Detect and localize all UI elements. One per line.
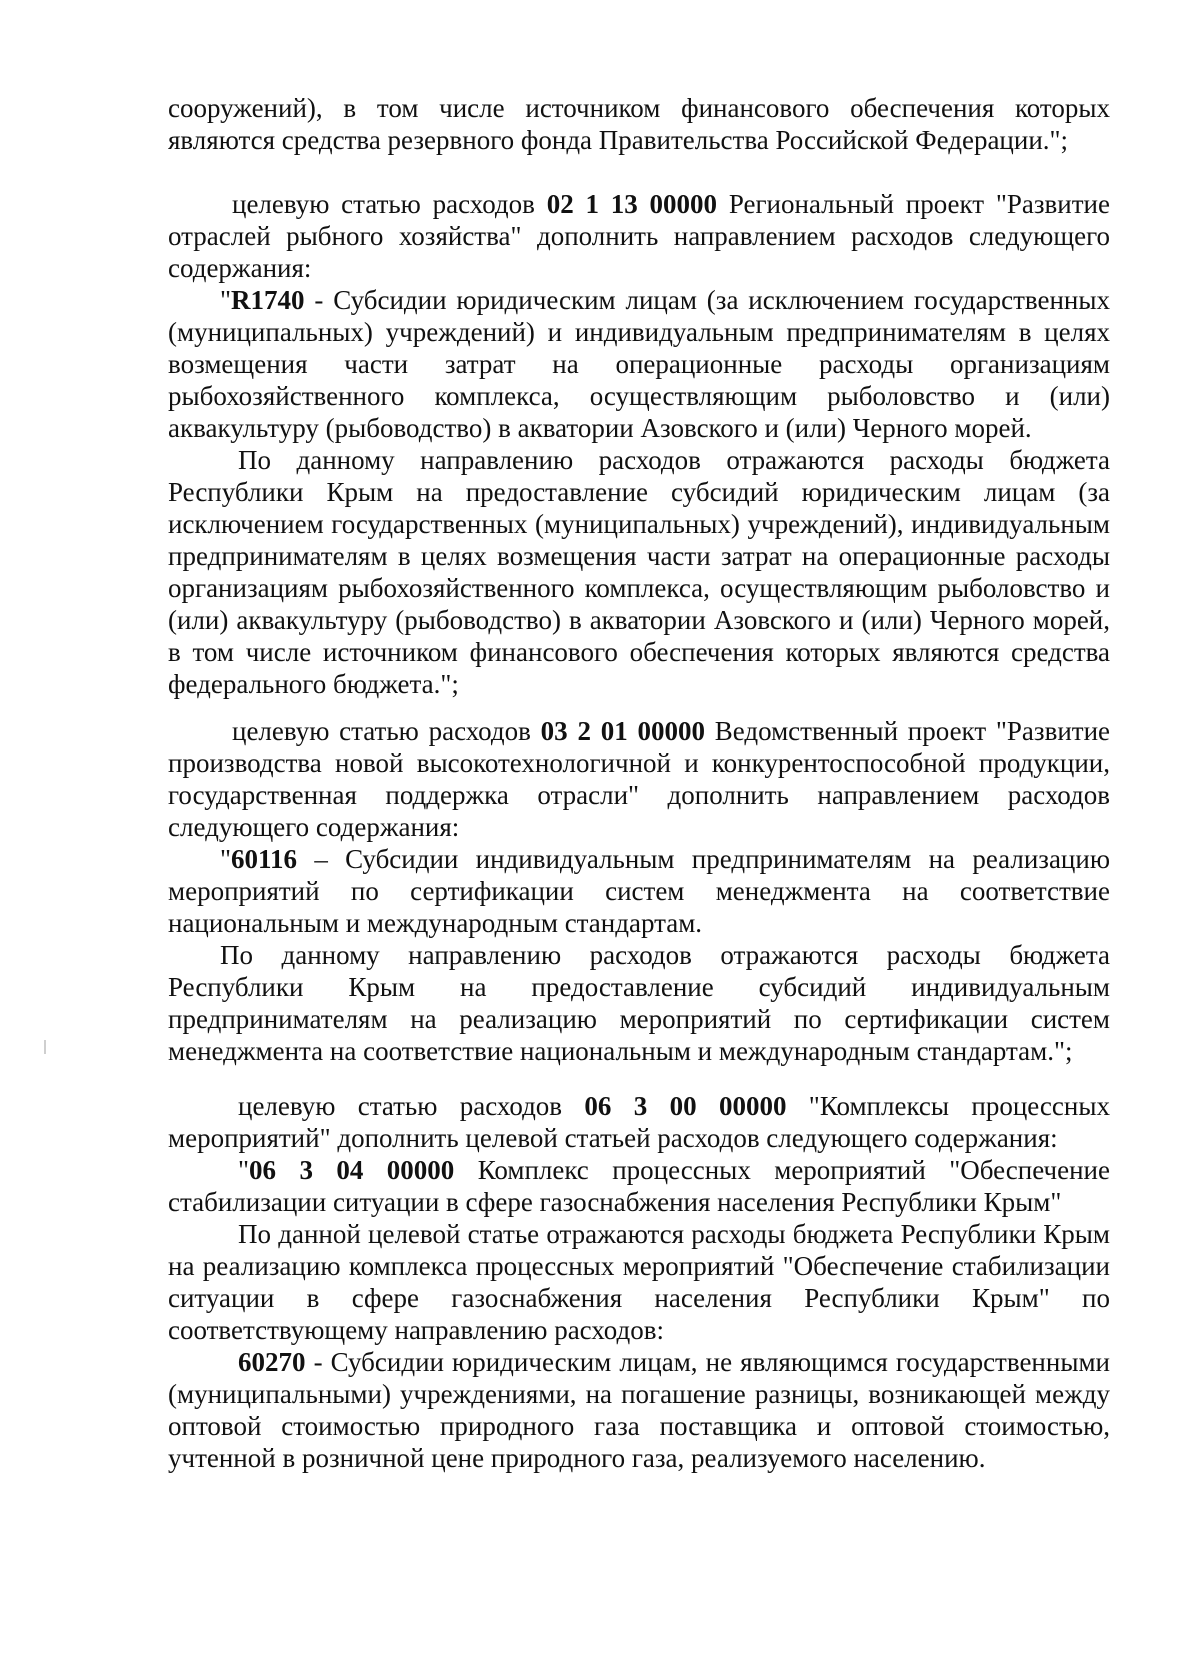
fish-intro-prefix: целевую статью расходов [232,189,547,219]
fish-description-paragraph: По данному направлению расходов отражаются расходы бюджета Республики Крым на предоставление субсидий юридическим лицам (за исключением государственных (муниципальных) учреждений), индивидуальным предпринимателям в целях возмещения части затрат на операционные расходы организациям рыбохозяйственного комплекса, осуществляющим рыболовство и (или) аквакультуру (рыбоводство) в акватории Азовского и (или) Черного морей, в том числе источником финансового обеспечения которых являются средства федерального бюджета."; [168,445,1110,699]
intro-paragraph: сооружений), в том числе источником финансового обеспечения которых являются средства резервного фонда Правительства Российской Федерации."; [168,93,1110,155]
gas-intro-suffix: "Комплексы процессных мероприятий" дополнить целевой статьей расходов следующего содержания: [168,1091,1110,1153]
gas-description-paragraph: По данной целевой статье отражаются расходы бюджета Республики Крым на реализацию комплекса процессных мероприятий "Обеспечение стабилизации ситуации в сфере газоснабжения населения Республики Крым" по соответствующему направлению расходов: [168,1219,1110,1345]
production-intro-prefix: целевую статью расходов [232,716,541,746]
margin-mark [44,1040,46,1054]
gas-direction-paragraph [168,1346,1110,1474]
production-item-text: – Субсидии индивидуальным предпринимателям на реализацию мероприятий по сертификации систем менеджмента на соответствие национальным и международным стандартам. [168,844,1110,938]
production-intro-paragraph [168,715,1110,843]
gas-item-text: Комплекс процессных мероприятий "Обеспечение стабилизации ситуации в сфере газоснабжения населения Республики Крым" [168,1155,1110,1217]
fish-block [168,188,1110,700]
fish-item-text: - Субсидии юридическим лицам (за исключением государственных (муниципальных) учреждений) и индивидуальным предпринимателям в целях возмещения части затрат на операционные расходы организациям рыбохозяйственного комплекса, осуществляющим рыболовство и (или) аквакультуру (рыбоводство) в акватории Азовского и (или) Черного морей. [168,285,1110,443]
gas-intro-paragraph [168,1090,1110,1154]
gas-item-quote: " [238,1155,250,1185]
production-item-quote: " [220,844,232,874]
gas-intro-prefix: целевую статью расходов [238,1091,585,1121]
fish-target-code: 02 1 13 00000 [546,189,718,219]
production-item-code: 60116 [231,844,298,874]
gas-direction-code: 60270 [238,1347,306,1377]
gas-target-code: 06 3 00 00000 [584,1091,787,1121]
gas-item-code: 06 3 04 00000 [249,1155,455,1185]
fish-item-quote: " [220,285,232,315]
gas-block [168,1090,1110,1474]
production-block [168,715,1110,1067]
production-item-paragraph [168,843,1110,939]
production-target-code: 03 2 01 00000 [540,716,705,746]
intro-block [168,92,1110,156]
fish-item-paragraph [168,284,1110,444]
production-intro-suffix: Ведомственный проект "Развитие производства новой высокотехнологичной и конкурентоспособной продукции, государственная поддержка отрасли" дополнить направлением расходов следующего содержания: [168,716,1110,842]
fish-intro-suffix: Региональный проект "Развитие отраслей рыбного хозяйства" дополнить направлением расходов следующего содержания: [168,189,1110,283]
gas-direction-text: - Субсидии юридическим лицам, не являющимся государственными (муниципальными) учреждениями, на погашение разницы, возникающей между оптовой стоимостью природного газа поставщика и оптовой стоимостью, учтенной в розничной цене природного газа, реализуемого населению. [168,1347,1110,1473]
production-description-paragraph: По данному направлению расходов отражаются расходы бюджета Республики Крым на предоставление субсидий индивидуальным предпринимателям на реализацию мероприятий по сертификации систем менеджмента на соответствие национальным и международным стандартам."; [168,940,1110,1066]
fish-item-code: R1740 [231,285,305,315]
gas-item-paragraph [168,1154,1110,1218]
fish-intro-paragraph [168,188,1110,284]
